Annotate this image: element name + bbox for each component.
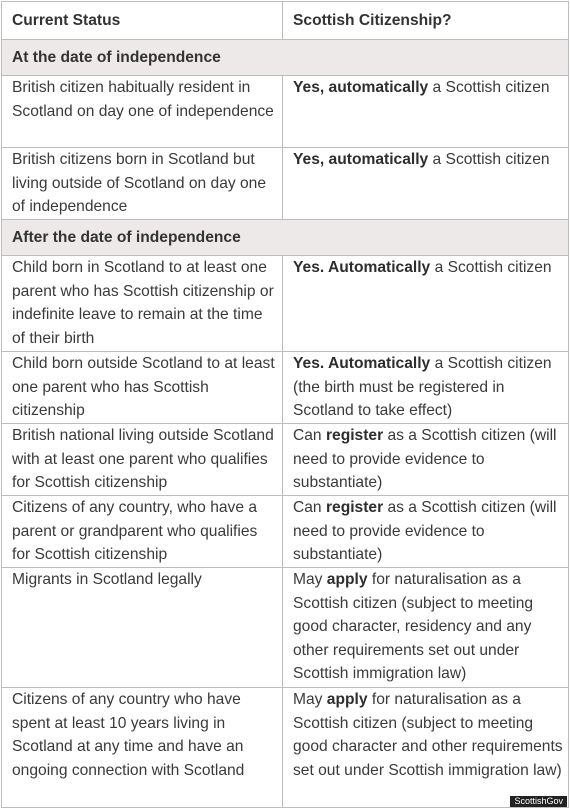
section-title: At the date of independence: [2, 40, 569, 76]
status-cell: British citizen habitually resident in Scotland on day one of independence: [2, 76, 283, 148]
status-cell: Child born in Scotland to at least one parent who has Scottish citizenship or indefinite leave to remain at the time of their birth: [2, 256, 283, 352]
citizenship-emphasis: register: [325, 427, 384, 444]
citizenship-emphasis: Yes. Automatically: [293, 355, 431, 372]
citizenship-prefix: Can: [293, 427, 326, 444]
citizenship-cell: [283, 496, 569, 568]
citizenship-cell: [283, 256, 569, 352]
citizenship-text: for naturalisation as a Scottish citizen (subject to meeting good character, residency and any other requirements set out under Scottish immigration law): [293, 571, 534, 682]
citizenship-cell: [283, 148, 569, 220]
status-cell: British citizens born in Scotland but living outside of Scotland on day one of independence: [2, 148, 283, 220]
table-row: [2, 256, 569, 352]
citizenship-cell: [283, 568, 569, 688]
section-row: [2, 40, 569, 76]
citizenship-cell: [283, 352, 569, 424]
status-cell: Child born outside Scotland to at least one parent who has Scottish citizenship: [2, 352, 283, 424]
citizenship-text: as a Scottish citizen (will need to provide evidence to substantiate): [293, 427, 557, 491]
table-row: [2, 76, 569, 148]
table-row: [2, 496, 569, 568]
citizenship-emphasis: apply: [326, 691, 368, 708]
citizenship-emphasis: register: [325, 499, 384, 516]
header-current-status: Current Status: [2, 2, 283, 40]
citizenship-text: a Scottish citizen: [430, 259, 552, 276]
citizenship-prefix: May: [293, 691, 327, 708]
status-cell: British national living outside Scotland with at least one parent who qualifies for Scottish citizenship: [2, 424, 283, 496]
section-row: [2, 220, 569, 256]
table-row: [2, 148, 569, 220]
citizenship-cell: [283, 688, 569, 808]
citizenship-text: for naturalisation as a Scottish citizen (subject to meeting good character and other requirements set out under Scottish immigration law): [293, 691, 563, 779]
status-cell: Migrants in Scotland legally: [2, 568, 283, 688]
table-row: [2, 688, 569, 808]
table-row: [2, 568, 569, 688]
status-cell: Citizens of any country who have spent at least 10 years living in Scotland at any time and have an ongoing connection with Scotland: [2, 688, 283, 808]
header-scottish-citizenship: Scottish Citizenship?: [283, 2, 569, 40]
citizenship-prefix: May: [293, 571, 327, 588]
citizenship-emphasis: Yes. Automatically: [293, 259, 431, 276]
status-cell: Citizens of any country, who have a parent or grandparent who qualifies for Scottish citizenship: [2, 496, 283, 568]
citizenship-text: a Scottish citizen: [428, 151, 550, 168]
citizenship-emphasis: Yes, automatically: [293, 151, 429, 168]
citizenship-table: [1, 1, 569, 808]
citizenship-prefix: Can: [293, 499, 326, 516]
citizenship-text: a Scottish citizen (the birth must be registered in Scotland to take effect): [293, 355, 552, 419]
citizenship-text: a Scottish citizen: [428, 79, 550, 96]
table-row: [2, 424, 569, 496]
citizenship-cell: [283, 76, 569, 148]
table-header-row: [2, 2, 569, 40]
citizenship-emphasis: Yes, automatically: [293, 79, 429, 96]
source-credit: ScottishGov: [510, 796, 567, 807]
citizenship-cell: [283, 424, 569, 496]
citizenship-emphasis: apply: [326, 571, 368, 588]
citizenship-text: as a Scottish citizen (will need to provide evidence to substantiate): [293, 499, 557, 563]
section-title: After the date of independence: [2, 220, 569, 256]
table-row: [2, 352, 569, 424]
